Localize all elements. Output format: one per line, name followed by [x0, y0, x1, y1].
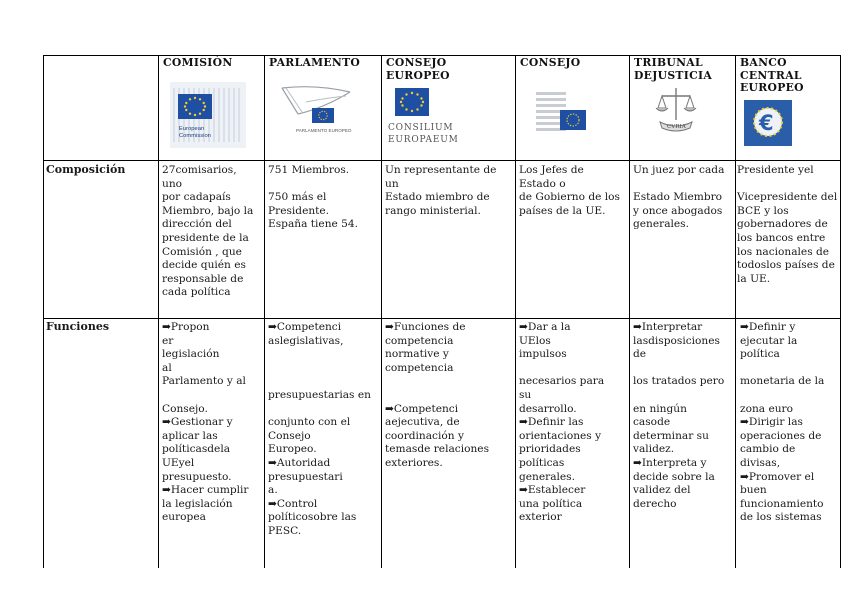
header-tribunal: TRIBUNAL DEJUSTICIA	[634, 56, 713, 82]
cell-composicion-bce: Presidente yel Vicepresidente del BCE y los gobernadores de los bancos entre los nacionales de todoslos países de la UE.	[737, 164, 838, 285]
grid-line	[515, 55, 516, 568]
header-parlamento: PARLAMENTO	[269, 56, 361, 69]
row-label-funciones: Funciones	[46, 320, 110, 333]
grid-line	[43, 55, 44, 568]
cell-composicion-consejo: Los Jefes de Estado o de Gobierno de los países de la UE.	[519, 164, 620, 217]
cell-composicion-comision: 27comisarios, uno por cadapaís Miembro, bajo la dirección del presidente de la Comisión , que decide quién es responsable de cada política	[162, 164, 254, 299]
header-bce: BANCO CENTRAL EUROPEO	[740, 56, 804, 95]
cell-funciones-tribunal: ➡Interpretar lasdisposiciones de los tratados pero en ningún casode determinar su validez. ➡Interpreta y decide sobre la validez del derecho	[633, 321, 725, 510]
grid-line	[735, 55, 736, 568]
grid-line	[381, 55, 382, 568]
commission-logo	[170, 82, 246, 148]
grid-line	[264, 55, 265, 568]
council-logo	[534, 88, 590, 136]
consilium-text-1: CONSILIUM	[388, 123, 454, 133]
curia-text: CVRIA	[667, 124, 686, 130]
grid-line	[43, 160, 841, 161]
commission-logo-text-1: European	[179, 126, 205, 132]
cell-funciones-consejo: ➡Dar a la UElos impulsos necesarios para su desarrollo. ➡Definir las orientaciones y prioridades políticas generales. ➡Establecer una política exterior	[519, 321, 605, 524]
commission-logo-text-2: Commission	[179, 133, 211, 139]
cell-composicion-consejo-europeo: Un representante de un Estado miembro de rango ministerial.	[385, 164, 497, 217]
curia-logo	[650, 84, 702, 136]
svg-text:€: €	[759, 111, 774, 135]
cell-funciones-bce: ➡Definir y ejecutar la política monetaria de la zona euro ➡Dirigir las operaciones de cambio de divisas, ➡Promover el buen funcionamiento de los sistemas	[740, 321, 825, 524]
european-council-logo	[387, 86, 457, 148]
ecb-logo	[744, 100, 792, 146]
header-comision: COMISIÓN	[163, 56, 233, 69]
cell-funciones-parlamento: ➡Competenci aslegislativas, presupuestarias en conjunto con el Consejo Europeo. ➡Autoridad presupuestari a. ➡Control políticosobre las PESC.	[268, 321, 371, 537]
consilium-text-2: EUROPAEUM	[388, 135, 457, 145]
cell-funciones-comision: ➡Propon er legislación al Parlamento y al Consejo. ➡Gestionar y aplicar las políticasdela UEyel presupuesto. ➡Hacer cumplir la legislación europea	[162, 321, 249, 524]
row-label-composicion: Composición	[46, 163, 126, 176]
grid-line	[629, 55, 630, 568]
cell-composicion-tribunal: Un juez por cada Estado Miembro y once abogados generales.	[633, 164, 725, 231]
cell-composicion-parlamento: 751 Miembros. 750 más el Presidente. España tiene 54.	[268, 164, 358, 231]
header-consejo-europeo: CONSEJO EUROPEO	[386, 56, 450, 82]
parliament-logo	[276, 82, 368, 134]
grid-line	[158, 55, 159, 568]
grid-line	[43, 318, 841, 319]
cell-funciones-consejo-europeo: ➡Funciones de competencia normative y competencia ➡Competenci aejecutiva, de coordinación y temasde relaciones exteriores.	[385, 321, 490, 469]
header-consejo: CONSEJO	[520, 56, 581, 69]
parliament-logo-text: PARLAMENTO EUROPEO	[296, 128, 352, 133]
